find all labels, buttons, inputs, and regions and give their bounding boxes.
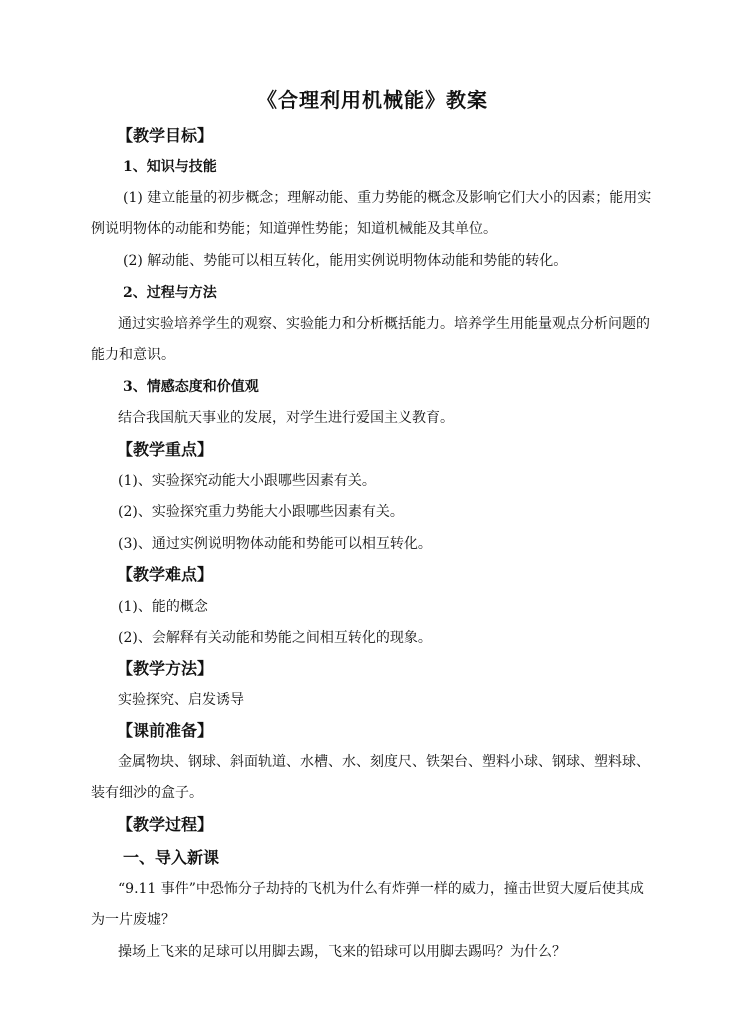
difficulties-heading: 【教学难点】 bbox=[117, 565, 214, 584]
difficulty-item: (2)、会解释有关动能和势能之间相互转化的现象。 bbox=[118, 630, 432, 646]
difficulty-item: (1)、能的概念 bbox=[118, 599, 208, 615]
intro-paragraph-line: 为一片废墟？ bbox=[91, 912, 175, 928]
objective-paragraph-line: (1) 建立能量的初步概念；理解动能、重力势能的概念及影响它们大小的因素；能用实 bbox=[123, 190, 652, 206]
objective-paragraph: 结合我国航天事业的发展，对学生进行爱国主义教育。 bbox=[118, 410, 454, 426]
process-heading: 【教学过程】 bbox=[117, 815, 214, 834]
objectives-heading: 【教学目标】 bbox=[117, 126, 214, 145]
intro-paragraph-line: “9.11 事件”中恐怖分子劫持的飞机为什么有炸弹一样的威力，撞击世贸大厦后使其成 bbox=[118, 881, 644, 897]
preparation-heading: 【课前准备】 bbox=[117, 721, 214, 740]
preparation-line: 装有细沙的盒子。 bbox=[91, 785, 203, 801]
key-point-item: (3)、通过实例说明物体动能和势能可以相互转化。 bbox=[118, 536, 432, 552]
document-title: 《合理利用机械能》教案 bbox=[257, 88, 488, 112]
methods-text: 实验探究、启发诱导 bbox=[118, 692, 244, 708]
process-method-title: 2、过程与方法 bbox=[123, 285, 217, 301]
attitude-values-title: 3、情感态度和价值观 bbox=[123, 379, 259, 395]
objective-paragraph-line: 例说明物体的动能和势能；知道弹性势能；知道机械能及其单位。 bbox=[91, 221, 497, 237]
objective-paragraph-line: 通过实验培养学生的观察、实验能力和分析概括能力。培养学生用能量观点分析问题的 bbox=[118, 316, 650, 332]
intro-paragraph: 操场上飞来的足球可以用脚去踢，飞来的铅球可以用脚去踢吗？为什么？ bbox=[118, 944, 566, 960]
objective-paragraph: (2) 解动能、势能可以相互转化，能用实例说明物体动能和势能的转化。 bbox=[123, 253, 568, 269]
methods-heading: 【教学方法】 bbox=[117, 659, 214, 678]
objective-paragraph-line: 能力和意识。 bbox=[91, 347, 175, 363]
intro-section-title: 一、导入新课 bbox=[123, 848, 220, 867]
key-points-heading: 【教学重点】 bbox=[117, 440, 214, 459]
knowledge-skills-title: 1、知识与技能 bbox=[123, 159, 217, 175]
key-point-item: (2)、实验探究重力势能大小跟哪些因素有关。 bbox=[118, 504, 404, 520]
key-point-item: (1)、实验探究动能大小跟哪些因素有关。 bbox=[118, 473, 376, 489]
preparation-line: 金属物块、钢球、斜面轨道、水槽、水、刻度尺、铁架台、塑料小球、钢球、塑料球、 bbox=[118, 754, 650, 770]
